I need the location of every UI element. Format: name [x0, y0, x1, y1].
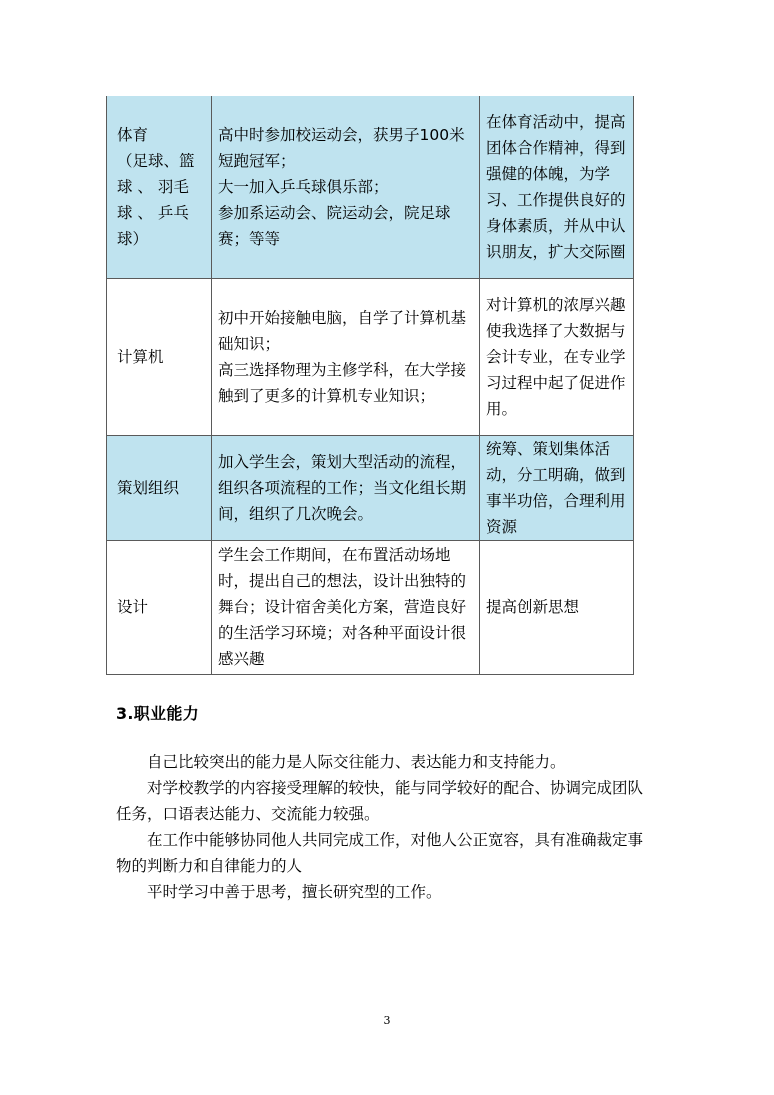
- table-row: [107, 278, 634, 435]
- paragraph: 自己比较突出的能力是人际交往能力、表达能力和支持能力。: [147, 753, 566, 771]
- category-cell: 计算机: [107, 278, 212, 435]
- table-row: [107, 435, 634, 540]
- table-row: [107, 96, 634, 278]
- page-number: 3: [383, 1014, 391, 1027]
- paragraph: 在工作中能够协同他人共同完成工作，对他人公正宽容，具有准确裁定事物的判断力和自律能力的人: [116, 831, 644, 875]
- effect-cell: 统筹、策划集体活动，分工明确，做到事半功倍，合理利用资源: [480, 435, 634, 540]
- effect-cell: 在体育活动中，提高团体合作精神，得到强健的体魄，为学习、工作提供良好的身体素质，并从中认识朋友，扩大交际圈: [480, 96, 634, 278]
- experience-cell: 学生会工作期间，在布置活动场地时，提出自己的想法，设计出独特的舞台；设计宿舍美化方案，营造良好的生活学习环境；对各种平面设计很感兴趣: [212, 540, 480, 674]
- experience-cell: 高中时参加校运动会，获男子100米短跑冠军； 大一加入乒乓球俱乐部； 参加系运动会、院运动会，院足球赛；等等: [212, 96, 480, 278]
- paragraph: 对学校教学的内容接受理解的较快，能与同学较好的配合、协调完成团队任务，口语表达能力、交流能力较强。: [116, 779, 644, 823]
- category-cell: 体育 （足球、篮 球 、 羽毛 球 、 乒乓 球）: [107, 96, 212, 278]
- section-title: 3.职业能力: [116, 704, 200, 723]
- experience-cell: 加入学生会，策划大型活动的流程，组织各项流程的工作；当文化组长期间，组织了几次晚会。: [212, 435, 480, 540]
- hobby-ability-table: [106, 96, 634, 675]
- paragraph: 平时学习中善于思考，擅长研究型的工作。: [147, 883, 442, 901]
- experience-cell: 初中开始接触电脑，自学了计算机基础知识； 高三选择物理为主修学科，在大学接触到了更多的计算机专业知识；: [212, 278, 480, 435]
- category-cell: 策划组织: [107, 435, 212, 540]
- effect-cell: 提高创新思想: [480, 540, 634, 674]
- category-cell: 设计: [107, 540, 212, 674]
- table-row: [107, 540, 634, 674]
- effect-cell: 对计算机的浓厚兴趣使我选择了大数据与会计专业，在专业学习过程中起了促进作用。: [480, 278, 634, 435]
